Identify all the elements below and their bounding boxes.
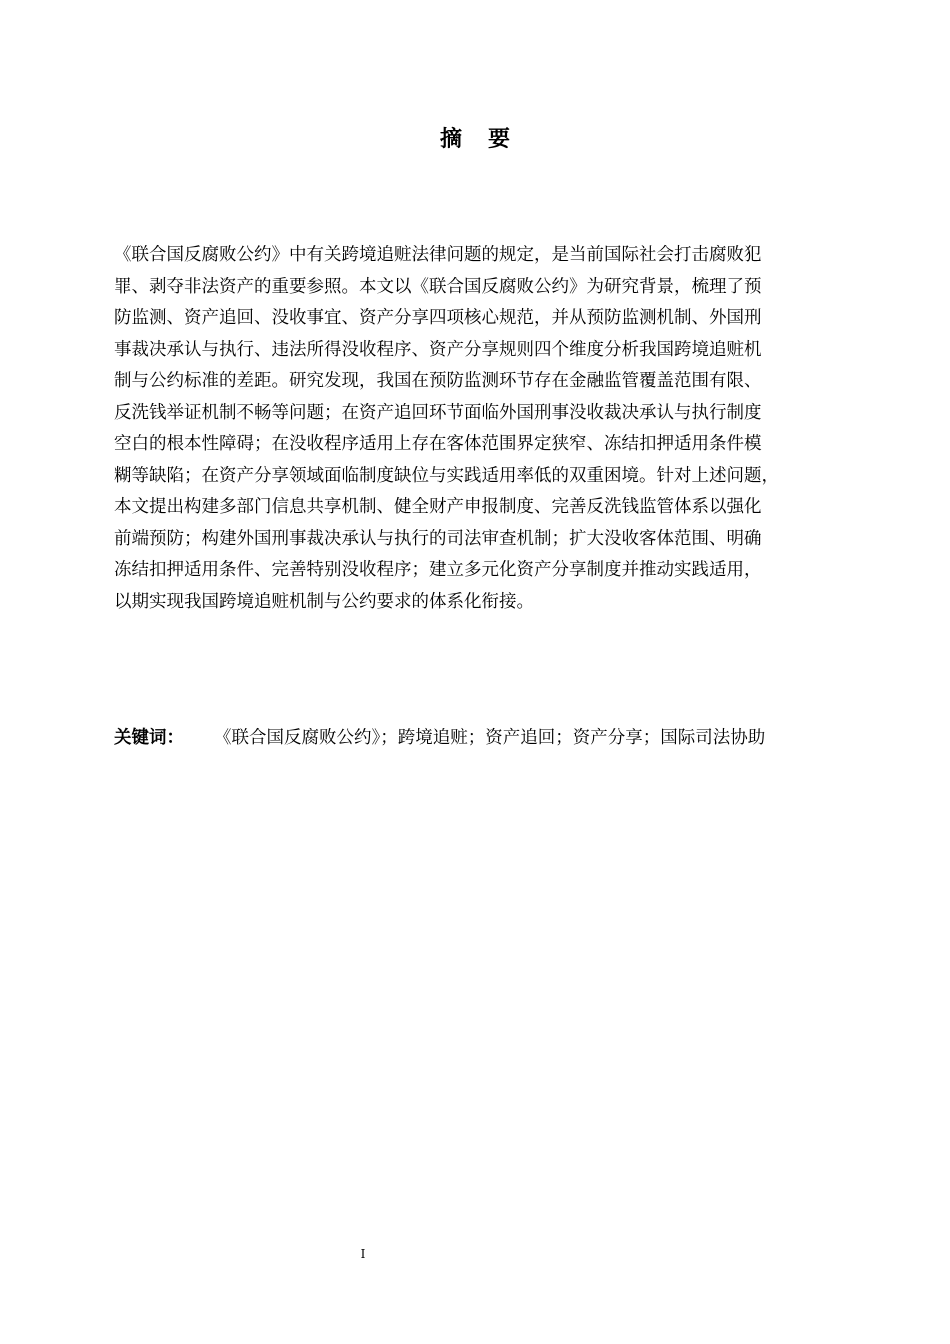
abstract-line: 前端预防；构建外国刑事裁决承认与执行的司法审查机制；扩大没收客体范围、明确 — [114, 528, 762, 549]
page-title — [0, 122, 950, 153]
keywords-row — [114, 723, 850, 754]
page-number: I — [360, 1247, 366, 1261]
abstract-line: 《联合国反腐败公约》中有关跨境追赃法律问题的规定，是当前国际社会打击腐败犯 — [114, 245, 762, 265]
abstract-line: 冻结扣押适用条件、完善特别没收程序；建立多元化资产分享制度并推动实践适用， — [114, 560, 762, 580]
abstract-line: 空白的根本性障碍；在没收程序适用上存在客体范围界定狭窄、冻结扣押适用条件模 — [114, 434, 762, 454]
abstract-line: 罪、剥夺非法资产的重要参照。本文以《联合国反腐败公约》为研究背景，梳理了预 — [114, 276, 762, 297]
abstract-line: 事裁决承认与执行、违法所得没收程序、资产分享规则四个维度分析我国跨境追赃机 — [114, 339, 762, 360]
keywords-label: 关键词： — [114, 728, 184, 748]
abstract-line: 反洗钱举证机制不畅等问题；在资产追回环节面临外国刑事没收裁决承认与执行制度 — [114, 402, 762, 423]
abstract-line: 本文提出构建多部门信息共享机制、健全财产申报制度、完善反洗钱监管体系以强化 — [114, 497, 762, 517]
keywords-text: 《联合国反腐败公约》；跨境追赃；资产追回；资产分享；国际司法协助 — [214, 728, 766, 748]
abstract-line: 制与公约标准的差距。研究发现，我国在预防监测环节存在金融监管覆盖范围有限、 — [114, 371, 762, 391]
abstract-line: 以期实现我国跨境追赃机制与公约要求的体系化衔接。 — [114, 591, 534, 612]
title-char-2: 要 — [488, 127, 511, 152]
title-char-1: 摘 — [439, 127, 462, 152]
abstract-body — [114, 240, 850, 618]
abstract-line: 防监测、资产追回、没收事宜、资产分享四项核心规范，并从预防监测机制、外国刑 — [114, 308, 762, 328]
abstract-line: 糊等缺陷；在资产分享领域面临制度缺位与实践适用率低的双重困境。针对上述问题， — [114, 465, 779, 486]
